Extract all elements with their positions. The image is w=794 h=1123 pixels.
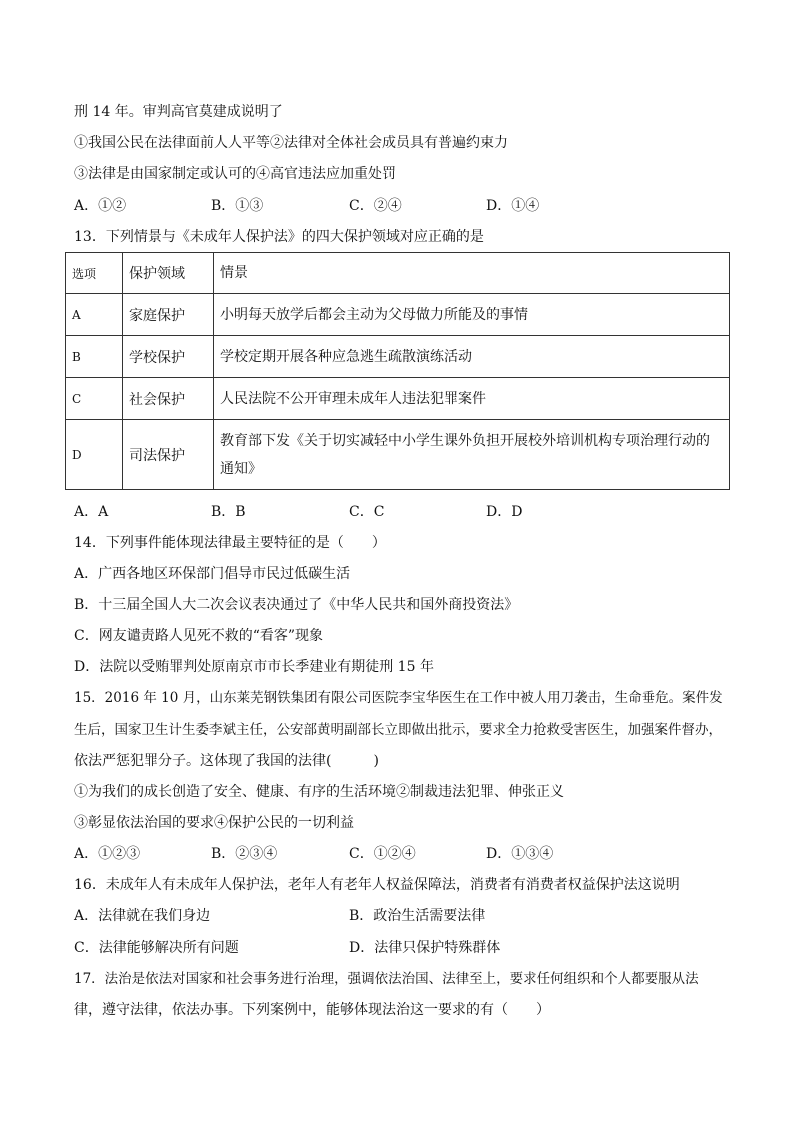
header-option: 选项: [66, 253, 123, 294]
q15-statement-3-4: ③彰显依法治国的要求④保护公民的一切利益: [74, 815, 354, 831]
q12-stem-end: 刑 14 年。审判高官莫建成说明了: [74, 104, 283, 120]
row-domain: 学校保护: [123, 336, 214, 378]
q15-stem-line-3: 依法严惩犯罪分子。这体现了我国的法律( ): [74, 753, 379, 769]
table-row: [66, 378, 730, 420]
row-option: A: [66, 294, 123, 336]
q14-stem: 14．下列事件能体现法律最主要特征的是（ ）: [74, 535, 386, 551]
row-scenario: 学校定期开展各种应急逃生疏散演练活动: [214, 336, 730, 378]
q13-option-b: B．B: [211, 504, 246, 520]
q13-option-c: C．C: [349, 504, 385, 520]
row-scenario: 小明每天放学后都会主动为父母做力所能及的事情: [214, 294, 730, 336]
q12-option-d: D．①④: [486, 198, 540, 214]
q12-option-c: C．②④: [349, 198, 402, 214]
q16-option-b: B．政治生活需要法律: [349, 908, 486, 924]
q15-option-b: B．②③④: [211, 846, 278, 862]
q14-option-c: C．网友谴责路人见死不救的“看客”现象: [74, 628, 324, 644]
q14-option-a: A．广西各地区环保部门倡导市民过低碳生活: [74, 566, 351, 582]
q15-option-c: C．①②④: [349, 846, 416, 862]
row-domain: 司法保护: [123, 420, 214, 490]
table-row: [66, 294, 730, 336]
q15-stem-line-1: 15．2016 年 10 月，山东莱芜钢铁集团有限公司医院李宝华医生在工作中被人用刀袭击，生命垂危。案件发: [74, 690, 723, 706]
table-row: [66, 336, 730, 378]
q13-option-a: A．A: [74, 504, 109, 520]
q14-option-b: B．十三届全国人大二次会议表决通过了《中华人民共和国外商投资法》: [74, 597, 519, 613]
q13-table: [65, 252, 730, 490]
table-row: [66, 420, 730, 490]
q16-option-a: A．法律就在我们身边: [74, 908, 211, 924]
q14-option-d: D．法院以受贿罪判处原南京市市长季建业有期徒刑 15 年: [74, 659, 434, 675]
q16-option-c: C．法律能够解决所有问题: [74, 940, 239, 956]
header-domain: 保护领域: [123, 253, 214, 294]
q15-stem-line-2: 生后，国家卫生计生委李斌主任，公安部黄明副部长立即做出批示，要求全力抢救受害医生，加强案件督办，: [74, 722, 722, 738]
q17-stem-line-1: 17．法治是依法对国家和社会事务进行治理，强调依法治国、法律至上，要求任何组织和个人都要服从法: [74, 971, 699, 987]
q15-option-d: D．①③④: [486, 846, 554, 862]
q13-stem: 13．下列情景与《未成年人保护法》的四大保护领域对应正确的是: [74, 229, 484, 245]
q12-statement-1-2: ①我国公民在法律面前人人平等②法律对全体社会成员具有普遍约束力: [74, 135, 508, 151]
row-scenario: 人民法院不公开审理未成年人违法犯罪案件: [214, 378, 730, 420]
header-scenario: 情景: [214, 253, 730, 294]
q12-option-a: A．①②: [74, 198, 127, 214]
row-domain: 家庭保护: [123, 294, 214, 336]
row-option: B: [66, 336, 123, 378]
table-header-row: [66, 253, 730, 294]
q15-statement-1-2: ①为我们的成长创造了安全、健康、有序的生活环境②制裁违法犯罪、伸张正义: [74, 784, 564, 800]
q12-option-b: B．①③: [211, 198, 264, 214]
row-domain: 社会保护: [123, 378, 214, 420]
q13-option-d: D．D: [486, 504, 523, 520]
row-scenario: 教育部下发《关于切实减轻中小学生课外负担开展校外培训机构专项治理行动的通知》: [214, 420, 730, 490]
row-option: C: [66, 378, 123, 420]
q16-option-d: D．法律只保护特殊群体: [349, 940, 501, 956]
q12-statement-3-4: ③法律是由国家制定或认可的④高官违法应加重处罚: [74, 166, 396, 182]
q15-option-a: A．①②③: [74, 846, 141, 862]
q17-stem-line-2: 律，遵守法律，依法办事。下列案例中，能够体现法治这一要求的有（ ）: [74, 1002, 550, 1018]
row-option: D: [66, 420, 123, 490]
q16-stem: 16．未成年人有未成年人保护法，老年人有老年人权益保障法，消费者有消费者权益保护法这说明: [74, 877, 680, 893]
